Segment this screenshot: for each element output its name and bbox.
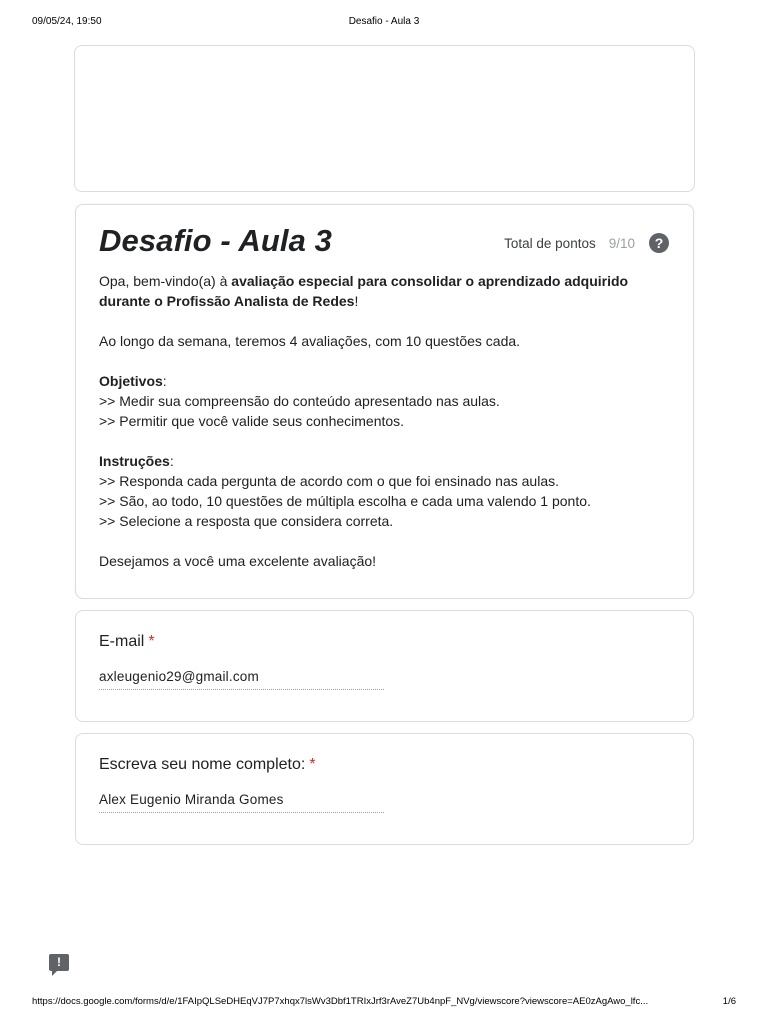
required-asterisk: * — [148, 633, 155, 650]
instruction-item: >> Responda cada pergunta de acordo com o que foi ensinado nas aulas. — [99, 473, 559, 489]
form-title: Desafio - Aula 3 — [99, 223, 333, 258]
closing-paragraph: Desejamos a você uma excelente avaliação! — [99, 553, 377, 569]
objective-item: >> Permitir que você valide seus conhecimentos. — [99, 413, 405, 429]
objectives-heading: Objetivos: — [99, 373, 167, 389]
form-intro-card — [75, 204, 694, 599]
week-paragraph: Ao longo da semana, teremos 4 avaliações, com 10 questões cada. — [99, 333, 521, 349]
question-fullname-card — [75, 733, 694, 845]
email-answer-field[interactable]: axleugenio29@gmail.com — [99, 669, 384, 690]
question-label: Escreva seu nome completo: * — [99, 756, 316, 773]
form-description — [99, 271, 674, 571]
header-banner — [74, 45, 695, 192]
report-feedback-icon[interactable]: ! — [49, 954, 69, 971]
print-datetime: 09/05/24, 19:50 — [32, 16, 102, 27]
print-page-title: Desafio - Aula 3 — [348, 16, 420, 27]
question-label: E-mail * — [99, 633, 155, 650]
question-email-card — [75, 610, 694, 722]
instruction-item: >> São, ao todo, 10 questões de múltipla escolha e cada uma valendo 1 ponto. — [99, 493, 591, 509]
print-url: https://docs.google.com/forms/d/e/1FAIpQLSeDHEqVJ7P7xhqx7lsWv3Dbf1TRIxJrf3rAveZ7Ub4npF_NVg/viewscore?viewscore=AE0zAgAwo_lfc... — [32, 996, 649, 1007]
print-page-number: 1/6 — [722, 996, 736, 1007]
score-label: Total de pontos — [504, 235, 596, 251]
welcome-bold: avaliação especial para consolidar o aprendizado adquirido durante o Profissão Analista de Redes — [99, 273, 629, 309]
fullname-answer-field[interactable]: Alex Eugenio Miranda Gomes — [99, 792, 384, 813]
required-asterisk: * — [309, 756, 316, 773]
instructions-heading: Instruções: — [99, 453, 174, 469]
score-summary — [504, 233, 669, 253]
instruction-item: >> Selecione a resposta que considera correta. — [99, 513, 394, 529]
welcome-paragraph: Opa, bem-vindo(a) à avaliação especial para consolidar o aprendizado adquirido durante o Profissão Analista de Redes! — [99, 273, 629, 309]
print-header — [32, 16, 736, 30]
help-icon[interactable]: ? — [649, 233, 669, 253]
objective-item: >> Medir sua compreensão do conteúdo apresentado nas aulas. — [99, 393, 500, 409]
print-footer — [32, 996, 736, 1010]
score-value: 9/10 — [608, 235, 635, 251]
